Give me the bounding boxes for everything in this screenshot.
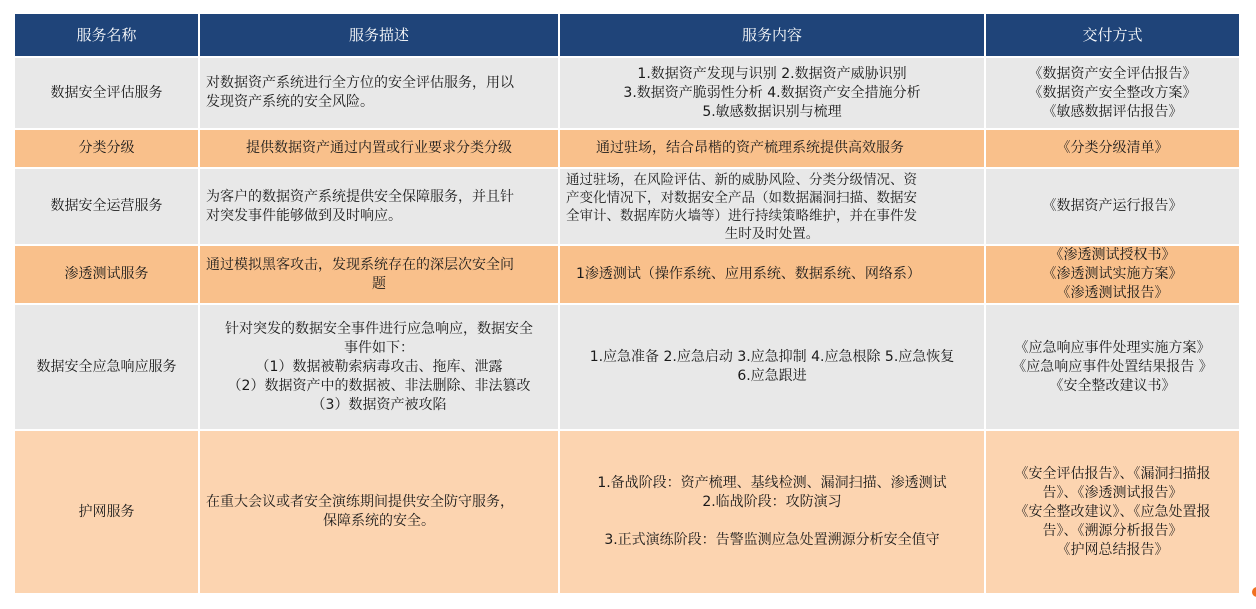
- delivery-line: 《渗透测试授权书》: [1049, 247, 1176, 263]
- content-line: 产变化情况下，对数据安全产品（如数据漏洞扫描、数据安: [566, 189, 917, 206]
- service-table-container: [13, 12, 1239, 595]
- content-line: 1.数据资产发现与识别 2.数据资产威胁识别: [637, 65, 907, 82]
- table-row: [14, 245, 1240, 304]
- service-description-cell: [199, 168, 559, 245]
- delivery-line: 《应急响应事件处理实施方案》: [1014, 339, 1211, 356]
- delivery-line: 告》、《溯源分析报告》: [1042, 522, 1183, 539]
- service-name-cell: [14, 57, 199, 129]
- description-line: 发现资产系统的安全风险。: [206, 94, 374, 110]
- delivery-line: 《数据资产安全整改方案》: [1028, 84, 1197, 101]
- table-row: [14, 168, 1240, 245]
- delivery-cell: [985, 168, 1240, 245]
- service-description-cell: [199, 129, 559, 168]
- delivery-cell: [985, 57, 1240, 129]
- table-row: [14, 57, 1240, 129]
- header-delivery-method: 交付方式: [985, 13, 1240, 57]
- delivery-line: 《安全整改建议》、《应急处置报: [1014, 503, 1211, 520]
- description-line: 对数据资产系统进行全方位的安全评估服务，用以: [206, 75, 514, 91]
- delivery-line: 《渗透测试实施方案》: [1042, 266, 1183, 282]
- description-line: （3）数据资产被攻陷: [311, 396, 447, 413]
- table-row: [14, 430, 1240, 594]
- description-line: 对突发事件能够做到及时响应。: [206, 207, 402, 224]
- delivery-cell: [985, 245, 1240, 304]
- content-line: 2.临战阶段：攻防演习: [702, 494, 842, 510]
- content-line: 5.敏感数据识别与梳理: [702, 103, 842, 120]
- delivery-line: 《数据资产安全评估报告》: [1028, 65, 1197, 82]
- table-row: [14, 129, 1240, 168]
- delivery-line: 《应急响应事件处置结果报告 》: [1012, 358, 1213, 375]
- description-line: （1）数据被勒索病毒攻击、拖库、泄露: [255, 358, 503, 375]
- description-line: 为客户的数据资产系统提供安全保障服务，并且针: [206, 188, 514, 205]
- content-line: 1.应急准备 2.应急启动 3.应急抑制 4.应急根除 5.应急恢复: [589, 349, 955, 365]
- content-line: 通过驻场，结合昂楷的资产梳理系统提供高效服务: [596, 140, 904, 156]
- service-content-cell: [559, 245, 985, 304]
- description-line: 在重大会议或者安全演练期间提供安全防守服务，: [206, 494, 514, 510]
- delivery-line: 《分类分级清单》: [1056, 140, 1169, 156]
- delivery-line: 《渗透测试报告》: [1056, 285, 1169, 301]
- description-line: 保障系统的安全。: [323, 513, 435, 529]
- header-service-description: 服务描述: [199, 13, 559, 57]
- content-line: 生时及时处置。: [724, 225, 820, 242]
- description-line: 题: [372, 275, 386, 292]
- slide-edge-dot: [1252, 587, 1256, 597]
- content-line: 全审计、数据库防火墙等）进行持续策略维护，并在事件发: [566, 207, 917, 224]
- description-line: 通过模拟黑客攻击，发现系统存在的深层次安全问: [206, 256, 514, 273]
- service-content-cell: [559, 168, 985, 245]
- content-line: 1渗透测试（操作系统、应用系统、数据系统、网络系）: [576, 266, 921, 282]
- description-line: 针对突发的数据安全事件进行应急响应，数据安全: [225, 320, 533, 337]
- service-description-cell: [199, 304, 559, 430]
- description-line: 提供数据资产通过内置或行业要求分类分级: [246, 140, 512, 156]
- content-line: 3.数据资产脆弱性分析 4.数据资产安全措施分析: [623, 84, 921, 101]
- service-name-cell: [14, 168, 199, 245]
- header-service-content: 服务内容: [559, 13, 985, 57]
- delivery-line: 《安全评估报告》、《漏洞扫描报: [1014, 465, 1211, 482]
- delivery-line: 《敏感数据评估报告》: [1042, 103, 1183, 120]
- service-name-cell: [14, 304, 199, 430]
- service-content-cell: [559, 430, 985, 594]
- delivery-line: 告》、《渗透测试报告》: [1042, 484, 1183, 501]
- service-content-cell: [559, 57, 985, 129]
- service-name-cell: [14, 245, 199, 304]
- description-line: （2）数据资产中的数据被、非法删除、非法篡改: [227, 377, 531, 394]
- delivery-line: 《安全整改建议书》: [1049, 377, 1176, 394]
- service-name-cell: [14, 129, 199, 168]
- service-name: 渗透测试服务: [64, 266, 149, 282]
- content-line: 通过驻场，在风险评估、新的威胁风险、分类分级情况、资: [566, 171, 917, 188]
- header-service-name: 服务名称: [14, 13, 199, 57]
- service-description-cell: [199, 245, 559, 304]
- delivery-cell: [985, 129, 1240, 168]
- delivery-cell: [985, 430, 1240, 594]
- description-line: 事件如下：: [344, 339, 414, 356]
- service-name: 数据安全评估服务: [50, 84, 163, 101]
- service-content-cell: [559, 129, 985, 168]
- service-table: [13, 12, 1241, 595]
- service-name: 分类分级: [78, 140, 135, 156]
- table-row: [14, 304, 1240, 430]
- delivery-cell: [985, 304, 1240, 430]
- service-description-cell: [199, 57, 559, 129]
- service-name: 护网服务: [78, 503, 135, 520]
- content-line: 3.正式演练阶段：告警监测应急处置溯源分析安全值守: [604, 532, 940, 548]
- service-description-cell: [199, 430, 559, 594]
- service-name-cell: [14, 430, 199, 594]
- content-line: 1.备战阶段：资产梳理、基线检测、漏洞扫描、渗透测试: [597, 475, 947, 491]
- delivery-line: 《护网总结报告》: [1056, 541, 1169, 558]
- content-spacer: [566, 512, 978, 531]
- delivery-line: 《数据资产运行报告》: [1042, 198, 1183, 214]
- service-name: 数据安全运营服务: [50, 198, 163, 214]
- service-name: 数据安全应急响应服务: [36, 358, 177, 375]
- header-row: [14, 13, 1240, 57]
- service-content-cell: [559, 304, 985, 430]
- content-line: 6.应急跟进: [737, 368, 807, 384]
